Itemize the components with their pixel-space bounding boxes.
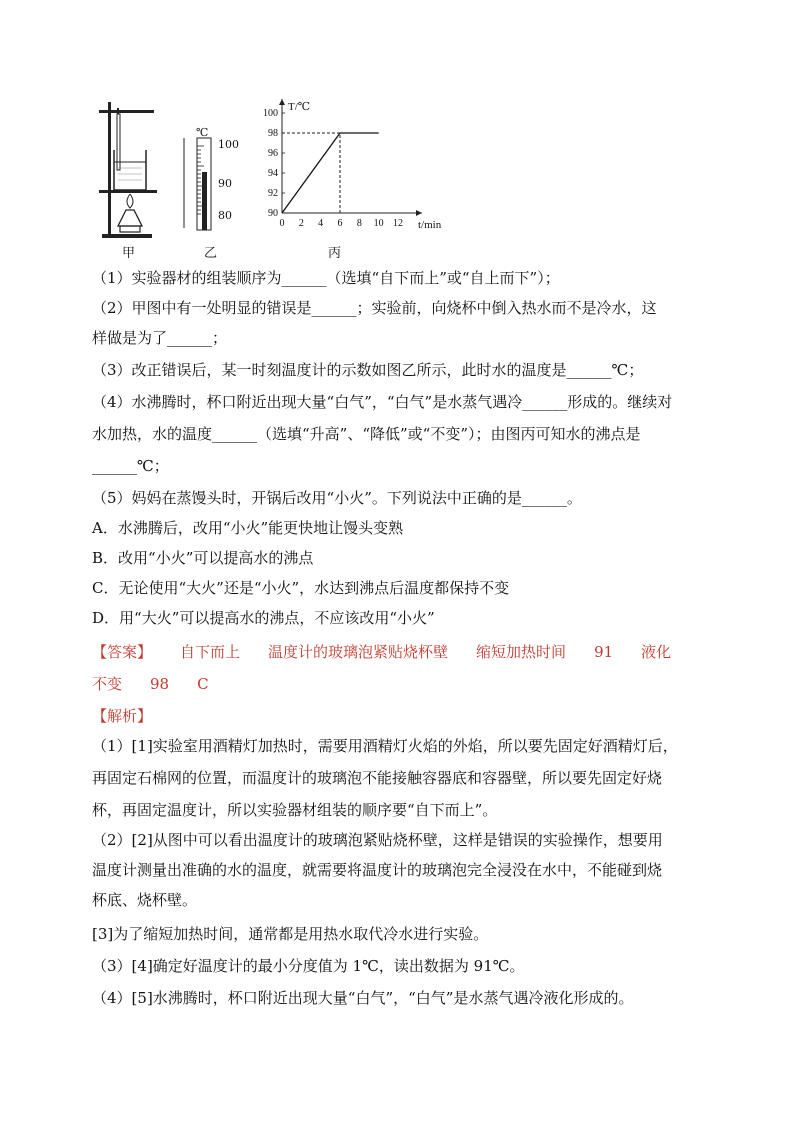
option-d: D．用“大火”可以提高水的沸点，不应该改用“小火” [92,609,435,627]
question-4-line-1: （4）水沸腾时，杯口附近出现大量“白气”，“白气”是水蒸气遇冷______形成的。继续对 [92,393,673,411]
question-4-line-2: 水加热，水的温度______（选填“升高”、“降低”或“不变”）；由图丙可知水的沸点是 [92,425,641,443]
thermometer-unit: ℃ [196,126,209,139]
y-tick-label: 92 [268,188,278,199]
x-tick-label: 6 [337,218,343,229]
label-yi: 乙 [204,246,218,261]
answer-item: 自下而上 [180,643,241,661]
question-4-line-3: ______℃； [92,457,169,475]
y-axis-label: T/℃ [288,101,311,113]
question-3: （3）改正错误后，某一时刻温度计的示数如图乙所示，此时水的温度是______℃； [92,361,644,379]
analysis-line: （4）[5]水沸腾时，杯口附近出现大量“白气”，“白气”是水蒸气遇冷液化形成的。 [92,989,634,1007]
y-tick-label: 90 [268,208,278,219]
analysis-line: （2）[2]从图中可以看出温度计的玻璃泡紧贴烧杯壁，这样是错误的实验操作，想要用 [92,831,663,849]
answer-item: 缩短加热时间 [476,643,567,661]
analysis-line: 温度计测量出准确的水的温度，就需要将温度计的玻璃泡完全浸没在水中，不能碰到烧 [92,861,663,879]
question-5: （5）妈妈在蒸馒头时，开锅后改用“小火”。下列说法中正确的是______。 [92,489,582,507]
x-axis-label: t/min [418,219,442,231]
x-tick-label: 0 [279,218,285,229]
answer-item: 98 [150,675,170,693]
question-2-line-1: （2）甲图中有一处明显的错误是______；实验前，向烧杯中倒入热水而不是冷水，这 [92,299,657,317]
answer-item: 不变 [92,675,123,693]
y-axis-arrow [279,99,285,105]
option-a: A．水沸腾后，改用“小火”能更快地让馒头变熟 [92,519,404,537]
x-tick-label: 4 [318,218,324,229]
analysis-line: 杯，再固定温度计，所以实验器材组装的顺序要“自下而上”。 [92,801,498,819]
y-tick-label: 100 [263,108,278,119]
analysis-line: （1）[1]实验室用酒精灯加热时，需要用酒精灯火焰的外焰，所以要先固定好酒精灯后， [92,737,678,755]
figure-jia-apparatus [96,98,166,243]
y-tick-label: 96 [268,148,278,159]
answer-item: C [197,675,209,693]
analysis-line: 再固定石棉网的位置，而温度计的玻璃泡不能接触容器底和容器壁，所以要先固定好烧 [92,769,663,787]
analysis-line: （3）[4]确定好温度计的最小分度值为 1℃，读出数据为 91℃。 [92,957,525,975]
thermometer-tick-100: 100 [218,138,239,151]
option-c: C．无论使用“大火”还是“小火”，水达到沸点后温度都保持不变 [92,579,510,597]
option-b: B．改用“小火”可以提高水的沸点 [92,549,314,567]
y-tick-label: 94 [268,168,278,179]
answer-item: 液化 [641,643,672,661]
label-bing: 丙 [328,246,342,261]
experiment-figure [96,98,456,261]
y-tick-label: 98 [268,128,278,139]
x-axis-arrow [416,210,422,216]
analysis-label: 【解析】 [92,707,153,725]
thermometer-tick-80: 80 [218,209,232,222]
question-1: （1）实验器材的组装顺序为______（选填“自下而上”或“自上而下”）； [92,269,560,287]
x-tick-label: 2 [298,218,304,229]
figure-bing-chart [256,98,446,243]
analysis-line: [3]为了缩短加热时间，通常都是用热水取代冷水进行实验。 [92,925,489,943]
thermometer-tick-90: 90 [218,177,232,190]
answer-item: 91 [594,643,614,661]
answer-label: 【答案】 [92,643,153,661]
x-tick-label: 12 [393,218,403,229]
answer-item: 温度计的玻璃泡紧贴烧杯壁 [268,643,449,661]
analysis-line: 杯底、烧杯壁。 [92,891,198,909]
label-jia: 甲 [122,246,136,261]
answer-line-2 [92,674,712,694]
x-tick-label: 10 [373,218,384,229]
x-tick-label: 8 [356,218,362,229]
series-line [282,133,379,213]
answer-line-1 [92,642,712,662]
question-2-line-2: 样做是为了______； [92,329,228,347]
